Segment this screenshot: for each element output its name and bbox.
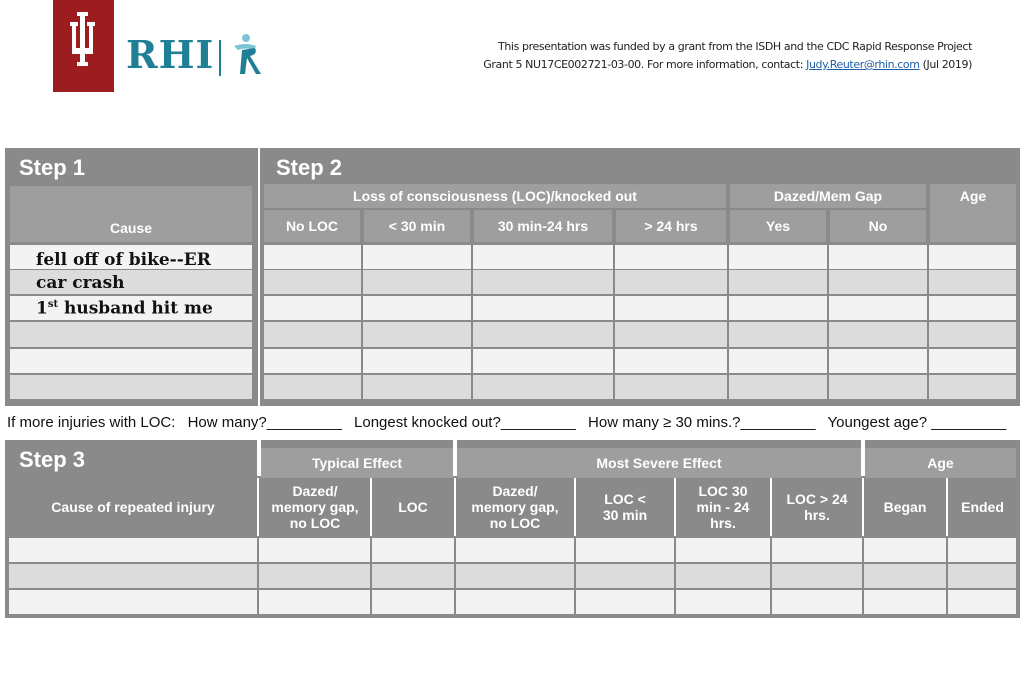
- column-divider: [471, 245, 473, 399]
- youngest-age-field[interactable]: Youngest age? _________: [827, 414, 1007, 431]
- table-row[interactable]: [9, 538, 1016, 562]
- column-divider: [862, 538, 864, 614]
- column-divider: [946, 538, 948, 614]
- table-row[interactable]: [264, 296, 1016, 320]
- col-age-began: Began: [865, 478, 945, 536]
- contact-email-link[interactable]: Judy.Reuter@rhin.com: [806, 58, 920, 71]
- longest-knocked-out-field[interactable]: Longest knocked out?_________: [354, 414, 576, 431]
- most-severe-header: Most Severe Effect: [457, 448, 861, 478]
- col-dazed-no: No: [830, 210, 926, 242]
- step2-title: Step 2: [276, 155, 343, 180]
- table-row[interactable]: [264, 245, 1016, 269]
- column-divider: [361, 245, 363, 399]
- column-divider: [862, 478, 864, 536]
- age-group-header: Age: [930, 184, 1016, 242]
- cause-header: Cause: [10, 186, 252, 242]
- col-cause-repeated: Cause of repeated injury: [9, 478, 257, 536]
- step3-title: Step 3: [19, 447, 86, 472]
- loc-group-header: Loss of consciousness (LOC)/knocked out: [264, 184, 726, 208]
- col-severe-loc-under30: LOC < 30 min: [577, 478, 673, 536]
- dazed-group-header: Dazed/Mem Gap: [730, 184, 926, 208]
- table-row[interactable]: [10, 349, 252, 373]
- column-divider: [574, 538, 576, 614]
- over-30-mins-field[interactable]: How many ≥ 30 mins.?_________: [588, 414, 816, 431]
- col-dazed-yes: Yes: [730, 210, 826, 242]
- column-divider: [770, 538, 772, 614]
- cause-text: husband hit me: [64, 298, 213, 319]
- column-divider: [574, 478, 576, 536]
- col-over-24: > 24 hrs: [616, 210, 726, 242]
- column-divider: [727, 245, 729, 399]
- funding-grant-text: Grant 5 NU17CE002721-03-00. For more information, contact:: [483, 58, 807, 71]
- col-no-loc: No LOC: [264, 210, 360, 242]
- cause-ordinal-suffix: st: [47, 299, 59, 310]
- col-typical-loc: LOC: [373, 478, 453, 536]
- col-under-30: < 30 min: [364, 210, 470, 242]
- iu-trident-icon: [53, 0, 114, 92]
- more-injuries-question: [7, 414, 1014, 431]
- funding-line-1: This presentation was funded by a grant from the ISDH and the CDC Rapid Response Project: [498, 40, 972, 53]
- handwritten-causes: [36, 249, 213, 320]
- col-30min-24hrs: 30 min-24 hrs: [474, 210, 612, 242]
- col-typical-dazed: Dazed/ memory gap, no LOC: [261, 478, 369, 536]
- iu-logo: [53, 0, 114, 92]
- table-row[interactable]: [9, 564, 1016, 588]
- col-age-ended: Ended: [949, 478, 1016, 536]
- cause-entry: [36, 294, 213, 320]
- column-divider: [770, 478, 772, 536]
- typical-effect-header: Typical Effect: [261, 448, 453, 478]
- column-divider: [927, 245, 929, 399]
- table-row[interactable]: [10, 322, 252, 347]
- column-divider: [454, 538, 456, 614]
- col-severe-loc-30-24: LOC 30 min - 24 hrs.: [677, 478, 769, 536]
- step2-panel: [260, 148, 1020, 406]
- table-row[interactable]: [264, 349, 1016, 373]
- column-divider: [370, 478, 372, 536]
- runner-figure-icon: [228, 32, 264, 76]
- rhi-logo-text: RHI: [126, 32, 215, 77]
- column-divider: [674, 538, 676, 614]
- column-divider: [946, 478, 948, 536]
- step1-title: Step 1: [19, 155, 86, 180]
- table-row[interactable]: [264, 270, 1016, 294]
- logo-separator: [219, 40, 221, 76]
- table-row[interactable]: [10, 375, 252, 399]
- funding-line-2: [483, 56, 972, 74]
- column-divider: [613, 245, 615, 399]
- step3-panel: [5, 440, 1020, 618]
- table-row[interactable]: [264, 375, 1016, 399]
- column-divider: [454, 478, 456, 536]
- column-divider: [827, 245, 829, 399]
- cause-entry: fell off of bike--ER: [36, 250, 211, 270]
- funding-notice: [483, 38, 972, 74]
- column-divider: [257, 538, 259, 614]
- table-row[interactable]: [9, 590, 1016, 614]
- col-severe-dazed: Dazed/ memory gap, no LOC: [457, 478, 573, 536]
- funding-date-text: (Jul 2019): [919, 58, 972, 71]
- column-divider: [257, 478, 259, 536]
- how-many-field[interactable]: How many?_________: [187, 414, 342, 431]
- table-row[interactable]: [264, 322, 1016, 347]
- cause-ordinal: 1: [36, 298, 48, 319]
- more-injuries-lead: If more injuries with LOC:: [7, 414, 176, 431]
- col-severe-loc-over24: LOC > 24 hrs.: [773, 478, 861, 536]
- cause-entry: car crash: [36, 272, 125, 293]
- column-divider: [674, 478, 676, 536]
- age-header: Age: [865, 448, 1016, 478]
- column-divider: [370, 538, 372, 614]
